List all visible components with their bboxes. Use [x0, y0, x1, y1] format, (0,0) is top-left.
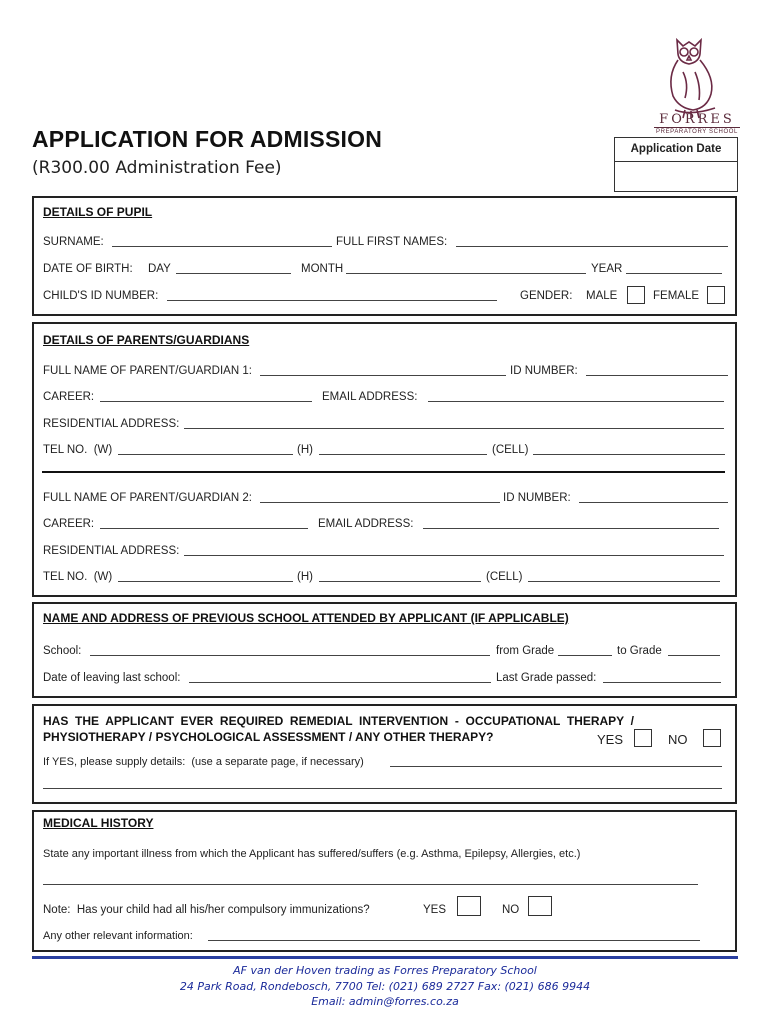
parent2-tel-h-label: (H) [297, 571, 313, 583]
school-field[interactable] [90, 645, 490, 656]
month-label: MONTH [301, 263, 344, 275]
parent2-tel-w-label: TEL NO. (W) [43, 571, 113, 583]
parent2-tel-cell-label: (CELL) [486, 571, 523, 583]
day-field[interactable] [176, 263, 291, 274]
parent2-career-field[interactable] [100, 518, 308, 529]
to-grade-field[interactable] [668, 645, 720, 656]
parent1-tel-w-field[interactable] [118, 444, 293, 455]
footer-divider [32, 956, 738, 959]
therapy-yes-label: YES [597, 732, 624, 747]
footer-email: Email: admin@forres.co.za [311, 995, 459, 1008]
parent1-address-field[interactable] [184, 418, 724, 429]
illness-label: State any important illness from which the Applicant has suffered/suffers (e.g. Asthma, Epilepsy, Allergies, etc.) [43, 848, 581, 860]
parent1-career-field[interactable] [100, 391, 312, 402]
from-grade-label: from Grade [496, 645, 555, 657]
child-id-field[interactable] [167, 290, 497, 301]
parent2-name-field[interactable] [260, 492, 500, 503]
parent2-career-label: CAREER: [43, 518, 95, 530]
immunizations-no-checkbox[interactable] [528, 896, 552, 916]
child-id-label: CHILD'S ID NUMBER: [43, 290, 159, 302]
parent2-id-label: ID NUMBER: [503, 492, 571, 504]
medical-section [32, 810, 737, 952]
page-title: APPLICATION FOR ADMISSION [32, 126, 382, 152]
parent1-tel-cell-label: (CELL) [492, 444, 529, 456]
application-date-box [614, 137, 738, 192]
parent1-name-label: FULL NAME OF PARENT/GUARDIAN 1: [43, 365, 252, 377]
dob-label: DATE OF BIRTH: [43, 263, 133, 275]
immunizations-label: Note: Has your child had all his/her compulsory immunizations? [43, 904, 370, 916]
parent1-id-label: ID NUMBER: [510, 365, 578, 377]
parent2-tel-h-field[interactable] [319, 571, 481, 582]
surname-label: SURNAME: [43, 236, 104, 248]
parent2-tel-cell-field[interactable] [528, 571, 720, 582]
date-leaving-field[interactable] [189, 672, 491, 683]
from-grade-field[interactable] [558, 645, 612, 656]
parents-divider [42, 471, 725, 473]
page-subtitle: (R300.00 Administration Fee) [32, 158, 282, 178]
logo-wordmark: FORRES [659, 112, 735, 127]
parent1-tel-h-label: (H) [297, 444, 313, 456]
male-label: MALE [586, 290, 618, 302]
year-label: YEAR [591, 263, 623, 275]
therapy-section [32, 704, 737, 804]
parent1-tel-cell-field[interactable] [533, 444, 725, 455]
parent1-tel-h-field[interactable] [319, 444, 487, 455]
logo-subtitle: PREPARATORY SCHOOL [654, 127, 740, 135]
other-info-field[interactable] [208, 930, 700, 941]
month-field[interactable] [346, 263, 586, 274]
parent1-name-field[interactable] [260, 365, 506, 376]
date-leaving-label: Date of leaving last school: [43, 672, 181, 684]
last-grade-field[interactable] [603, 672, 721, 683]
application-date-field[interactable] [615, 162, 737, 191]
therapy-yes-checkbox[interactable] [634, 729, 652, 747]
parent2-email-field[interactable] [423, 518, 719, 529]
illness-field[interactable] [43, 874, 698, 885]
parent2-email-label: EMAIL ADDRESS: [318, 518, 414, 530]
application-date-label: Application Date [615, 138, 737, 162]
school-label: School: [43, 645, 82, 657]
parent1-id-field[interactable] [586, 365, 728, 376]
parent1-career-label: CAREER: [43, 391, 95, 403]
parent2-name-label: FULL NAME OF PARENT/GUARDIAN 2: [43, 492, 252, 504]
previous-school-title: NAME AND ADDRESS OF PREVIOUS SCHOOL ATTENDED BY APPLICANT (IF APPLICABLE) [43, 611, 569, 625]
medical-section-title: MEDICAL HISTORY [43, 816, 154, 830]
parent2-tel-w-field[interactable] [118, 571, 293, 582]
immunizations-yes-label: YES [423, 904, 447, 916]
parents-section-title: DETAILS OF PARENTS/GUARDIANS [43, 333, 250, 347]
female-label: FEMALE [653, 290, 700, 302]
parent1-email-label: EMAIL ADDRESS: [322, 391, 418, 403]
therapy-details-field[interactable] [390, 756, 722, 767]
parent2-id-field[interactable] [579, 492, 728, 503]
parents-section [32, 322, 737, 597]
therapy-no-checkbox[interactable] [703, 729, 721, 747]
first-names-field[interactable] [456, 236, 728, 247]
last-grade-label: Last Grade passed: [496, 672, 597, 684]
parent1-address-label: RESIDENTIAL ADDRESS: [43, 418, 180, 430]
previous-school-section [32, 602, 737, 698]
therapy-details-field-2[interactable] [43, 778, 722, 789]
female-checkbox[interactable] [707, 286, 725, 304]
parent1-tel-w-label: TEL NO. (W) [43, 444, 113, 456]
pupil-section-title: DETAILS OF PUPIL [43, 205, 153, 219]
to-grade-label: to Grade [617, 645, 662, 657]
year-field[interactable] [626, 263, 722, 274]
parent2-address-field[interactable] [184, 545, 724, 556]
gender-label: GENDER: [520, 290, 573, 302]
pupil-section [32, 196, 737, 316]
therapy-question-line2: PHYSIOTHERAPY / PSYCHOLOGICAL ASSESSMENT / ANY OTHER THERAPY? [43, 730, 494, 744]
therapy-question-line1: HAS THE APPLICANT EVER REQUIRED REMEDIAL INTERVENTION - OCCUPATIONAL THERAPY / [43, 714, 634, 728]
parent2-address-label: RESIDENTIAL ADDRESS: [43, 545, 180, 557]
therapy-no-label: NO [668, 732, 688, 747]
day-label: DAY [148, 263, 171, 275]
footer-company: AF van der Hoven trading as Forres Preparatory School [233, 964, 537, 977]
surname-field[interactable] [112, 236, 332, 247]
immunizations-yes-checkbox[interactable] [457, 896, 481, 916]
immunizations-no-label: NO [502, 904, 520, 916]
therapy-details-label: If YES, please supply details: (use a separate page, if necessary) [43, 756, 364, 768]
footer-address: 24 Park Road, Rondebosch, 7700 Tel: (021) 689 2727 Fax: (021) 686 9944 [179, 980, 591, 993]
first-names-label: FULL FIRST NAMES: [336, 236, 448, 248]
parent1-email-field[interactable] [428, 391, 724, 402]
male-checkbox[interactable] [627, 286, 645, 304]
other-info-label: Any other relevant information: [43, 930, 193, 942]
